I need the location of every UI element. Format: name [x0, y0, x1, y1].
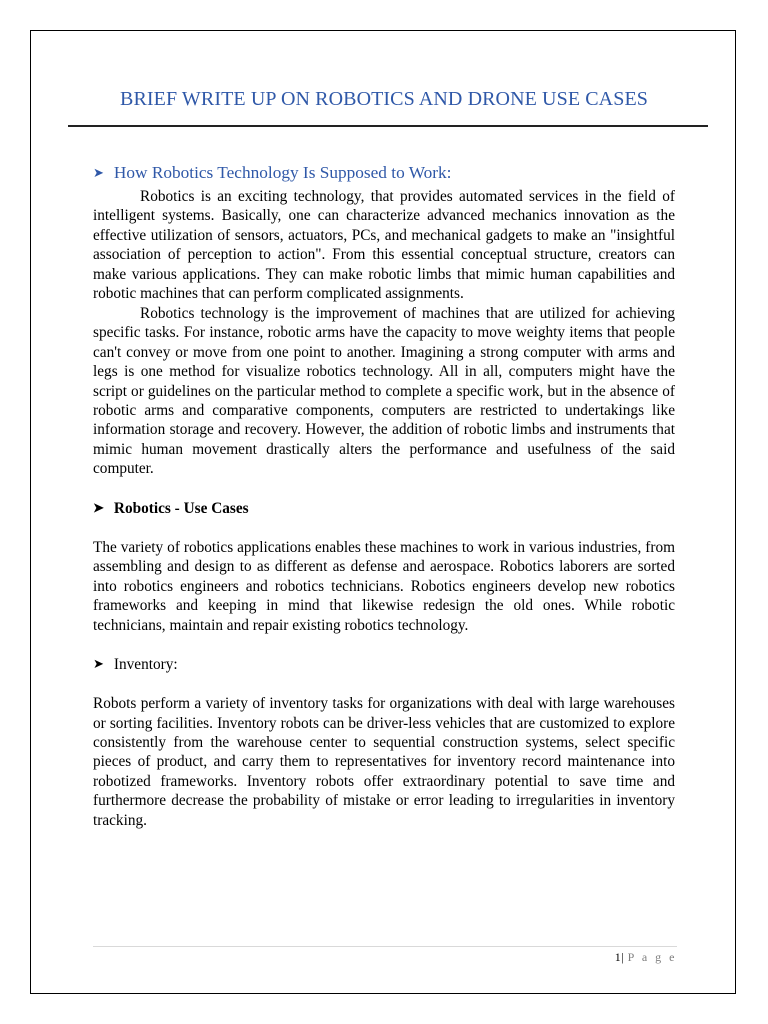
footer-divider	[93, 946, 677, 947]
arrow-bullet-icon: ➤	[93, 499, 104, 515]
page-footer	[615, 950, 677, 965]
section-heading-text: How Robotics Technology Is Supposed to Work:	[113, 163, 452, 182]
page-separator: |	[621, 950, 625, 964]
section-heading-use-cases	[93, 499, 675, 518]
page-label: P a g e	[627, 950, 677, 964]
section-heading-text: Inventory:	[113, 656, 178, 674]
section-heading-how-robotics-works	[93, 162, 675, 185]
paragraph: The variety of robotics applications enables these machines to work in various industries, from assembling and design to as different as defense and aerospace. Robotics laborers are sorted into robotics engineers and robotics technicians. Robotics engineers develop new robotics frameworks and keeping in mind that likewise redesign the old ones. While robotic technicians, maintain and repair existing robotics technology.	[93, 538, 675, 634]
section-heading-text: Robotics - Use Cases	[113, 499, 249, 517]
arrow-bullet-icon: ➤	[93, 656, 104, 672]
title-divider	[68, 125, 708, 127]
arrow-bullet-icon: ➤	[93, 165, 104, 180]
paragraph: Robotics technology is the improvement of machines that are utilized for achieving specific tasks. For instance, robotic arms have the capacity to move weighty items that people can't convey or move from one point to another. Imagining a strong computer with arms and legs is one method for visualize robotics technology. All in all, computers might have the script or guidelines on the particular method to complete a specific work, but in the absence of robotic arms and comparative components, computers are restricted to undertakings like information storage and recovery. However, the addition of robotic limbs and instruments that mimic human movement drastically alters the performance and usefulness of the said computer.	[93, 304, 675, 478]
document-title: BRIEF WRITE UP ON ROBOTICS AND DRONE USE CASES	[120, 88, 648, 110]
paragraph: Robotics is an exciting technology, that provides automated services in the field of intelligent systems. Basically, one can characterize advanced mechanics innovation as the effective utilization of sensors, actuators, PCs, and mechanical gadgets to make an "insightful association of perception to action". From this essential conceptual structure, creators can make various applications. They can make robotic limbs that mimic human capabilities and robotic machines that can perform complicated assignments.	[93, 188, 675, 303]
section-heading-inventory	[93, 655, 675, 674]
document-body	[93, 162, 675, 830]
page-number: 1	[614, 950, 622, 964]
paragraph: Robots perform a variety of inventory tasks for organizations with deal with large warehouses or sorting facilities. Inventory robots can be driver-less vehicles that are customized to explore consistently from the warehouse center to sequential construction systems, select specific pieces of product, and carry them to representatives for inventory record maintenance into robotized frameworks. Inventory robots offer extraordinary potential to save time and furthermore decrease the probability of mistake or error leading to irregularities in inventory tracking.	[93, 695, 675, 829]
